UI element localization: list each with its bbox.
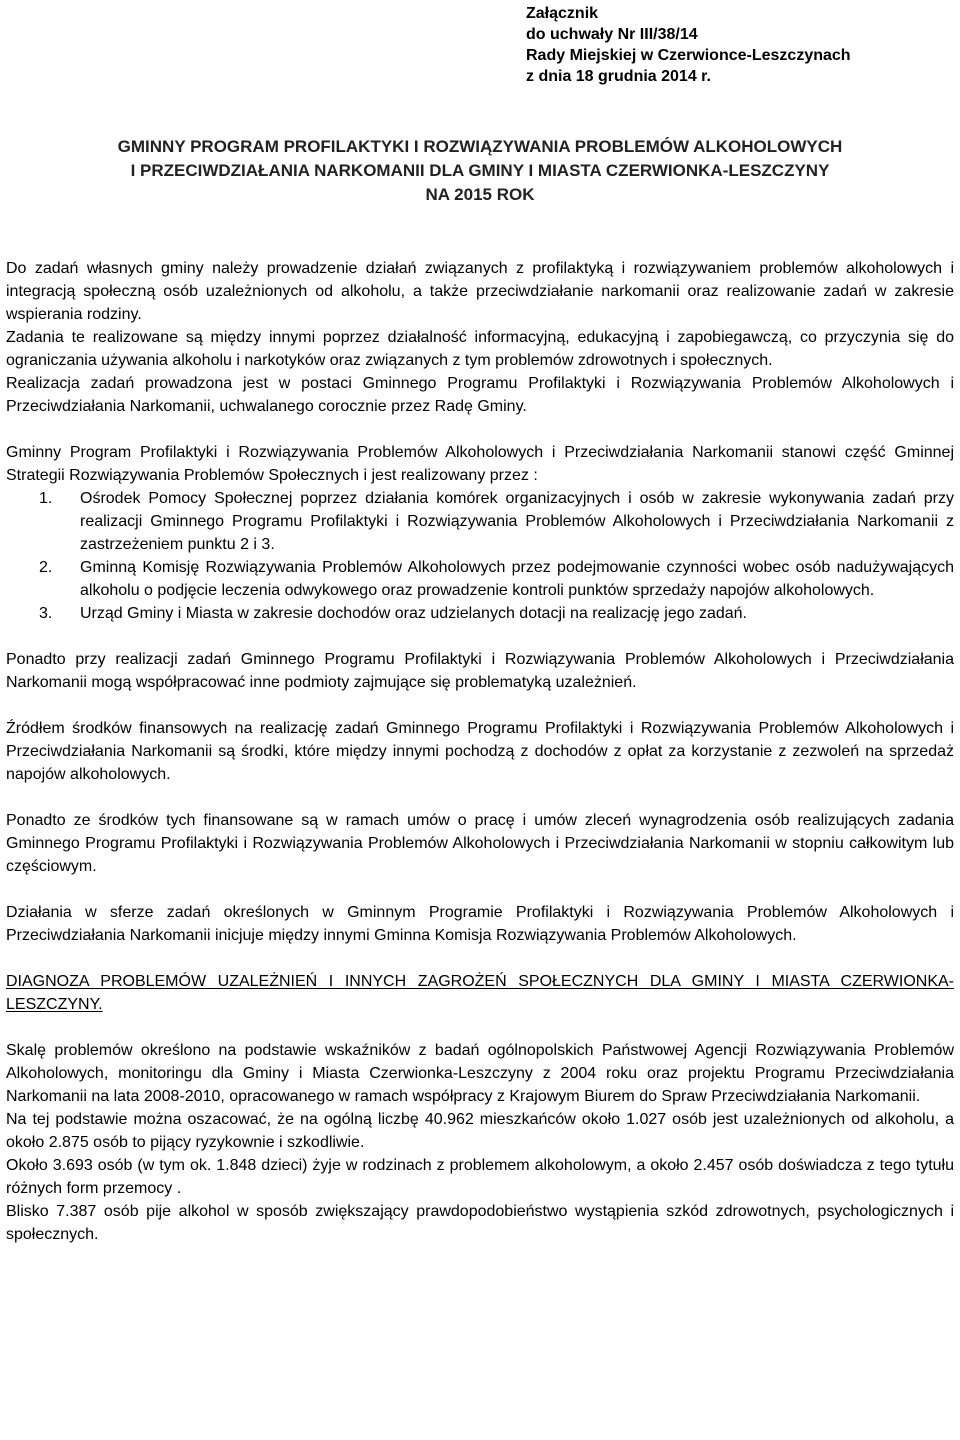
list-item-number: 1. [39, 490, 53, 507]
list-item-number: 2. [39, 559, 53, 576]
commission-paragraph: Działania w sferze zadań określonych w Gminnym Programie Profilaktyki i Rozwiązywania Problemów Alkoholowych i Przeciwdziałania Narkomanii inicjuje między innymi Gminna Komisja Rozwiązywania Problemów Alkoholowych. [6, 904, 954, 944]
document-title [6, 135, 954, 207]
title-line-1: GMINNY PROGRAM PROFILAKTYKI I ROZWIĄZYWANIA PROBLEMÓW ALKOHOLOWYCH [117, 137, 843, 156]
attachment-line-2: do uchwały Nr III/38/14 [526, 26, 698, 43]
diagnosis-paragraph: Skalę problemów określono na podstawie wskaźników z badań ogólnopolskich Państwowej Agencji Rozwiązywania Problemów Alkoholowych, monitoringu dla Gminy i Miasta Czerwionka-Leszczyny z 2004 roku oraz projektu Programu Przeciwdziałania Narkomanii na lata 2008-2010, opracowanego w ramach współpracy z Krajowym Biurem do Spraw Przeciwdziałania Narkomanii. [6, 1042, 954, 1105]
salaries-paragraph: Ponadto ze środków tych finansowane są w ramach umów o pracę i umów zleceń wynagrodzenia osób realizujących zadania Gminnego Programu Profilaktyki i Rozwiązywania Problemów Alkoholowych i Przeciwdziałania Narkomanii w stopniu całkowitym lub częściowym. [6, 812, 954, 875]
list-item-text: Ośrodek Pomocy Społecznej poprzez działania komórek organizacyjnych i osób w zakresie wykonywania zadań przy realizacji Gminnego Programu Profilaktyki i Rozwiązywania Problemów Alkoholowych i Przeciwdziałania Narkomanii z zastrzeżeniem punktu 2 i 3. [80, 490, 954, 553]
cooperation-paragraph: Ponadto przy realizacji zadań Gminnego Programu Profilaktyki i Rozwiązywania Problemów Alkoholowych i Przeciwdziałania Narkomanii mogą współpracować inne podmioty zajmujące się problematyką uzależnień. [6, 651, 954, 691]
document-body [6, 257, 954, 1246]
list-item-text: Gminną Komisję Rozwiązywania Problemów Alkoholowych przez podejmowanie czynności wobec osób nadużywających alkoholu o podjęcie leczenia odwykowego oraz prowadzenie kontroli punktów sprzedaży napojów alkoholowych. [80, 559, 954, 599]
attachment-header [526, 3, 851, 87]
list-item-number: 3. [39, 605, 53, 622]
list-item [6, 487, 954, 556]
dependency-estimate-paragraph: Na tej podstawie można oszacować, że na ogólną liczbę 40.962 mieszkańców około 1.027 osób jest uzależnionych od alkoholu, a około 2.875 osób to pijący ryzykownie i szkodliwie. [6, 1111, 954, 1151]
intro-paragraph-2: Zadania te realizowane są między innymi poprzez działalność informacyjną, edukacyjną i zapobiegawczą, co przyczynia się do ograniczania używania alkoholu i narkotyków oraz związanych z tym problemów zdrowotnych i społecznych. [6, 329, 954, 369]
realizers-list [6, 487, 954, 625]
attachment-line-4: z dnia 18 grudnia 2014 r. [526, 68, 711, 85]
list-item-text: Urząd Gminy i Miasta w zakresie dochodów oraz udzielanych dotacji na realizację jego zadań. [80, 605, 747, 622]
section-heading-diagnosis: DIAGNOZA PROBLEMÓW UZALEŻNIEŃ I INNYCH ZAGROŻEŃ SPOŁECZNYCH DLA GMINY I MIASTA CZERWIONKA-LESZCZYNY. [6, 973, 954, 1013]
attachment-line-1: Załącznik [526, 5, 599, 22]
title-line-3: NA 2015 ROK [425, 185, 535, 204]
funding-paragraph: Źródłem środków finansowych na realizację zadań Gminnego Programu Profilaktyki i Rozwiązywania Problemów Alkoholowych i Przeciwdziałania Narkomanii są środki, które między innymi pochodzą z dochodów z opłat za korzystanie z zezwoleń na sprzedaż napojów alkoholowych. [6, 720, 954, 783]
intro-paragraph-1: Do zadań własnych gminy należy prowadzenie działań związanych z profilaktyką i rozwiązywaniem problemów alkoholowych i integracją społeczną osób uzależnionych od alkoholu, a także przeciwdziałanie narkomanii oraz realizowanie zadań w zakresie wspierania rodziny. [6, 260, 954, 323]
risk-estimate-paragraph: Blisko 7.387 osób pije alkohol w sposób zwiększający prawdopodobieństwo wystąpienia szkód zdrowotnych, psychologicznych i społecznych. [6, 1203, 954, 1243]
program-paragraph: Realizacja zadań prowadzona jest w postaci Gminnego Programu Profilaktyki i Rozwiązywania Problemów Alkoholowych i Przeciwdziałania Narkomanii, uchwalanego corocznie przez Radę Gminy. [6, 375, 954, 415]
attachment-line-3: Rady Miejskiej w Czerwionce-Leszczynach [526, 47, 851, 64]
family-estimate-paragraph: Około 3.693 osób (w tym ok. 1.848 dzieci) żyje w rodzinach z problemem alkoholowym, a około 2.457 osób doświadcza z tego tytułu różnych form przemocy . [6, 1157, 954, 1197]
list-item [6, 556, 954, 602]
program-realization-paragraph: Gminny Program Profilaktyki i Rozwiązywania Problemów Alkoholowych i Przeciwdziałania Narkomanii stanowi część Gminnej Strategii Rozwiązywania Problemów Społecznych i jest realizowany przez : [6, 444, 954, 484]
list-item [6, 602, 954, 625]
title-line-2: I PRZECIWDZIAŁANIA NARKOMANII DLA GMINY I MIASTA CZERWIONKA-LESZCZYNY [130, 161, 830, 180]
